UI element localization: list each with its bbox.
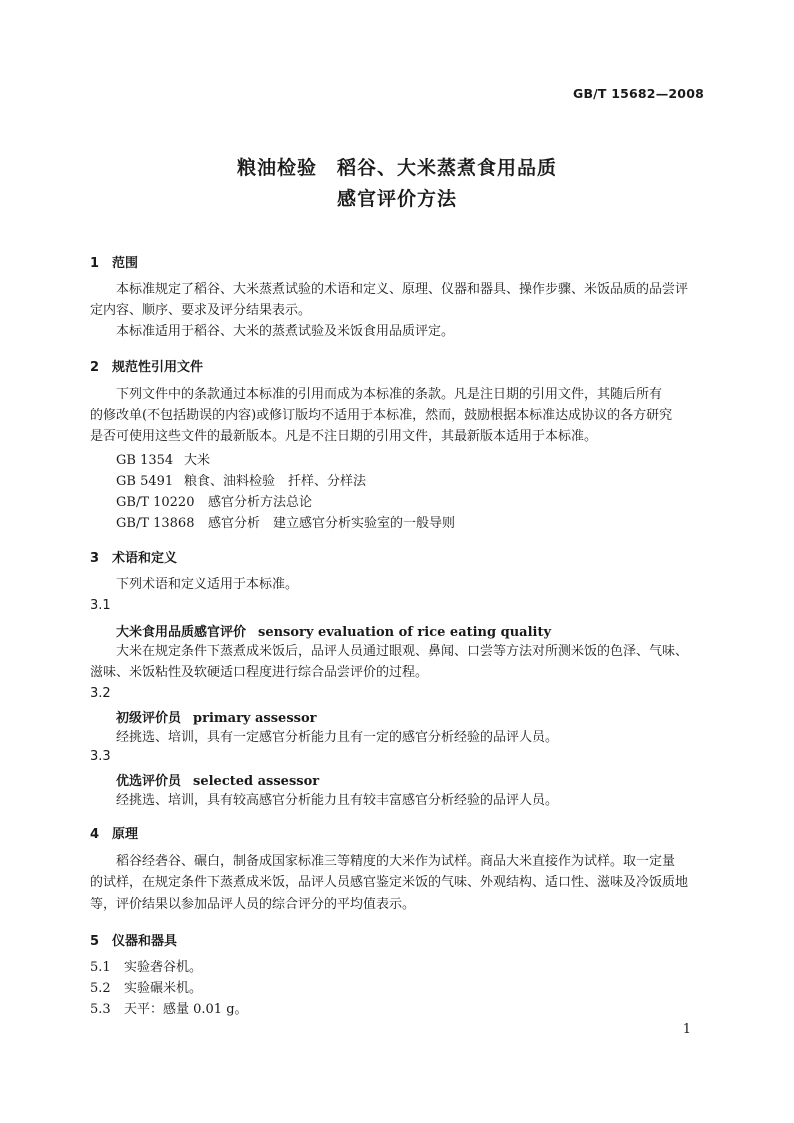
- term-definition: 经挑选、培训，具有较高感官分析能力且有较丰富感官分析经验的品评人员。: [116, 793, 559, 808]
- reference-item: [116, 512, 455, 531]
- paragraph: 等，评价结果以参加品评人员的综合评分的平均值表示。: [90, 897, 416, 912]
- section-title: 规范性引用文件: [112, 360, 204, 375]
- section-title: 仪器和器具: [112, 934, 178, 949]
- item-number: 5.3: [90, 1002, 111, 1017]
- section-heading-5: [90, 930, 177, 949]
- reference-title: 感官分析 建立感官分析实验室的一般导则: [208, 516, 456, 531]
- clause-number: 3.3: [90, 749, 111, 764]
- document-title-line-1: 粮油检验 稻谷、大米蒸煮食用品质: [236, 157, 557, 179]
- paragraph: 本标准适用于稻谷、大米的蒸煮试验及米饭食用品质评定。: [116, 324, 455, 339]
- reference-title: 粮食、油料检验 扦样、分样法: [184, 474, 367, 489]
- term-definition: 滋味、米饭粘性及软硬适口程度进行综合品尝评价的过程。: [90, 665, 429, 680]
- section-title: 术语和定义: [112, 551, 178, 566]
- item-number: 5.2: [90, 981, 111, 996]
- reference-item: [116, 470, 366, 489]
- reference-title: 大米: [184, 453, 211, 468]
- term-entry: [116, 770, 319, 789]
- reference-item: [116, 449, 210, 468]
- term-chinese: 初级评价员: [116, 711, 182, 726]
- section-heading-3: [90, 547, 177, 566]
- item-text: 实验碾米机。: [124, 981, 203, 996]
- clause-number: 3.1: [90, 598, 111, 613]
- paragraph: 下列术语和定义适用于本标准。: [116, 577, 299, 592]
- term-english: sensory evaluation of rice eating quality: [258, 625, 552, 640]
- section-heading-1: [90, 252, 138, 271]
- reference-code: GB 1354: [116, 453, 174, 468]
- term-english: primary assessor: [193, 711, 317, 726]
- section-number: 5: [90, 934, 100, 949]
- term-english: selected assessor: [193, 774, 320, 789]
- page-number: 1: [682, 1022, 691, 1037]
- item-text: 天平：感量 0.01 g。: [124, 1002, 248, 1017]
- section-title: 原理: [112, 827, 139, 842]
- item-text: 实验砻谷机。: [124, 960, 203, 975]
- reference-code: GB 5491: [116, 474, 174, 489]
- item-number: 5.1: [90, 960, 111, 975]
- standard-code: GB/T 15682—2008: [572, 86, 704, 101]
- reference-code: GB/T 10220: [116, 495, 195, 510]
- paragraph: 定内容、顺序、要求及评分结果表示。: [90, 303, 312, 318]
- list-item: [90, 1000, 248, 1020]
- list-item: [90, 979, 202, 999]
- list-item: [90, 958, 202, 978]
- section-number: 3: [90, 551, 100, 566]
- reference-title: 感官分析方法总论: [208, 495, 313, 510]
- paragraph: 是否可使用这些文件的最新版本。凡是不注日期的引用文件，其最新版本适用于本标准。: [90, 429, 598, 444]
- term-entry: [116, 707, 317, 726]
- term-chinese: 大米食用品质感官评价: [116, 625, 247, 640]
- document-title-line-2: 感官评价方法: [336, 188, 457, 210]
- section-heading-4: [90, 823, 138, 842]
- paragraph: 的修改单(不包括勘误的内容)或修订版均不适用于本标准，然而，鼓励根据本标准达成协议的各方研究: [90, 408, 673, 423]
- section-heading-2: [90, 356, 203, 375]
- reference-code: GB/T 13868: [116, 516, 195, 531]
- paragraph: 本标准规定了稻谷、大米蒸煮试验的术语和定义、原理、仪器和器具、操作步骤、米饭品质的品尝评: [116, 282, 689, 297]
- paragraph: 的试样，在规定条件下蒸煮成米饭，品评人员感官鉴定米饭的气味、外观结构、适口性、滋味及冷饭质地: [90, 875, 689, 890]
- paragraph: 下列文件中的条款通过本标准的引用而成为本标准的条款。凡是注日期的引用文件，其随后所有: [116, 387, 663, 402]
- reference-item: [116, 491, 312, 510]
- section-number: 1: [90, 256, 100, 271]
- paragraph: 稻谷经砻谷、碾白，制备成国家标准三等精度的大米作为试样。商品大米直接作为试样。取一定量: [116, 854, 676, 869]
- section-number: 2: [90, 360, 100, 375]
- term-definition: 经挑选、培训，具有一定感官分析能力且有一定的感官分析经验的品评人员。: [116, 730, 559, 745]
- section-number: 4: [90, 827, 100, 842]
- term-chinese: 优选评价员: [116, 774, 182, 789]
- clause-number: 3.2: [90, 686, 111, 701]
- term-definition: 大米在规定条件下蒸煮成米饭后，品评人员通过眼观、鼻闻、口尝等方法对所测米饭的色泽、气味、: [116, 644, 689, 659]
- section-title: 范围: [112, 256, 139, 271]
- term-entry: [116, 621, 551, 640]
